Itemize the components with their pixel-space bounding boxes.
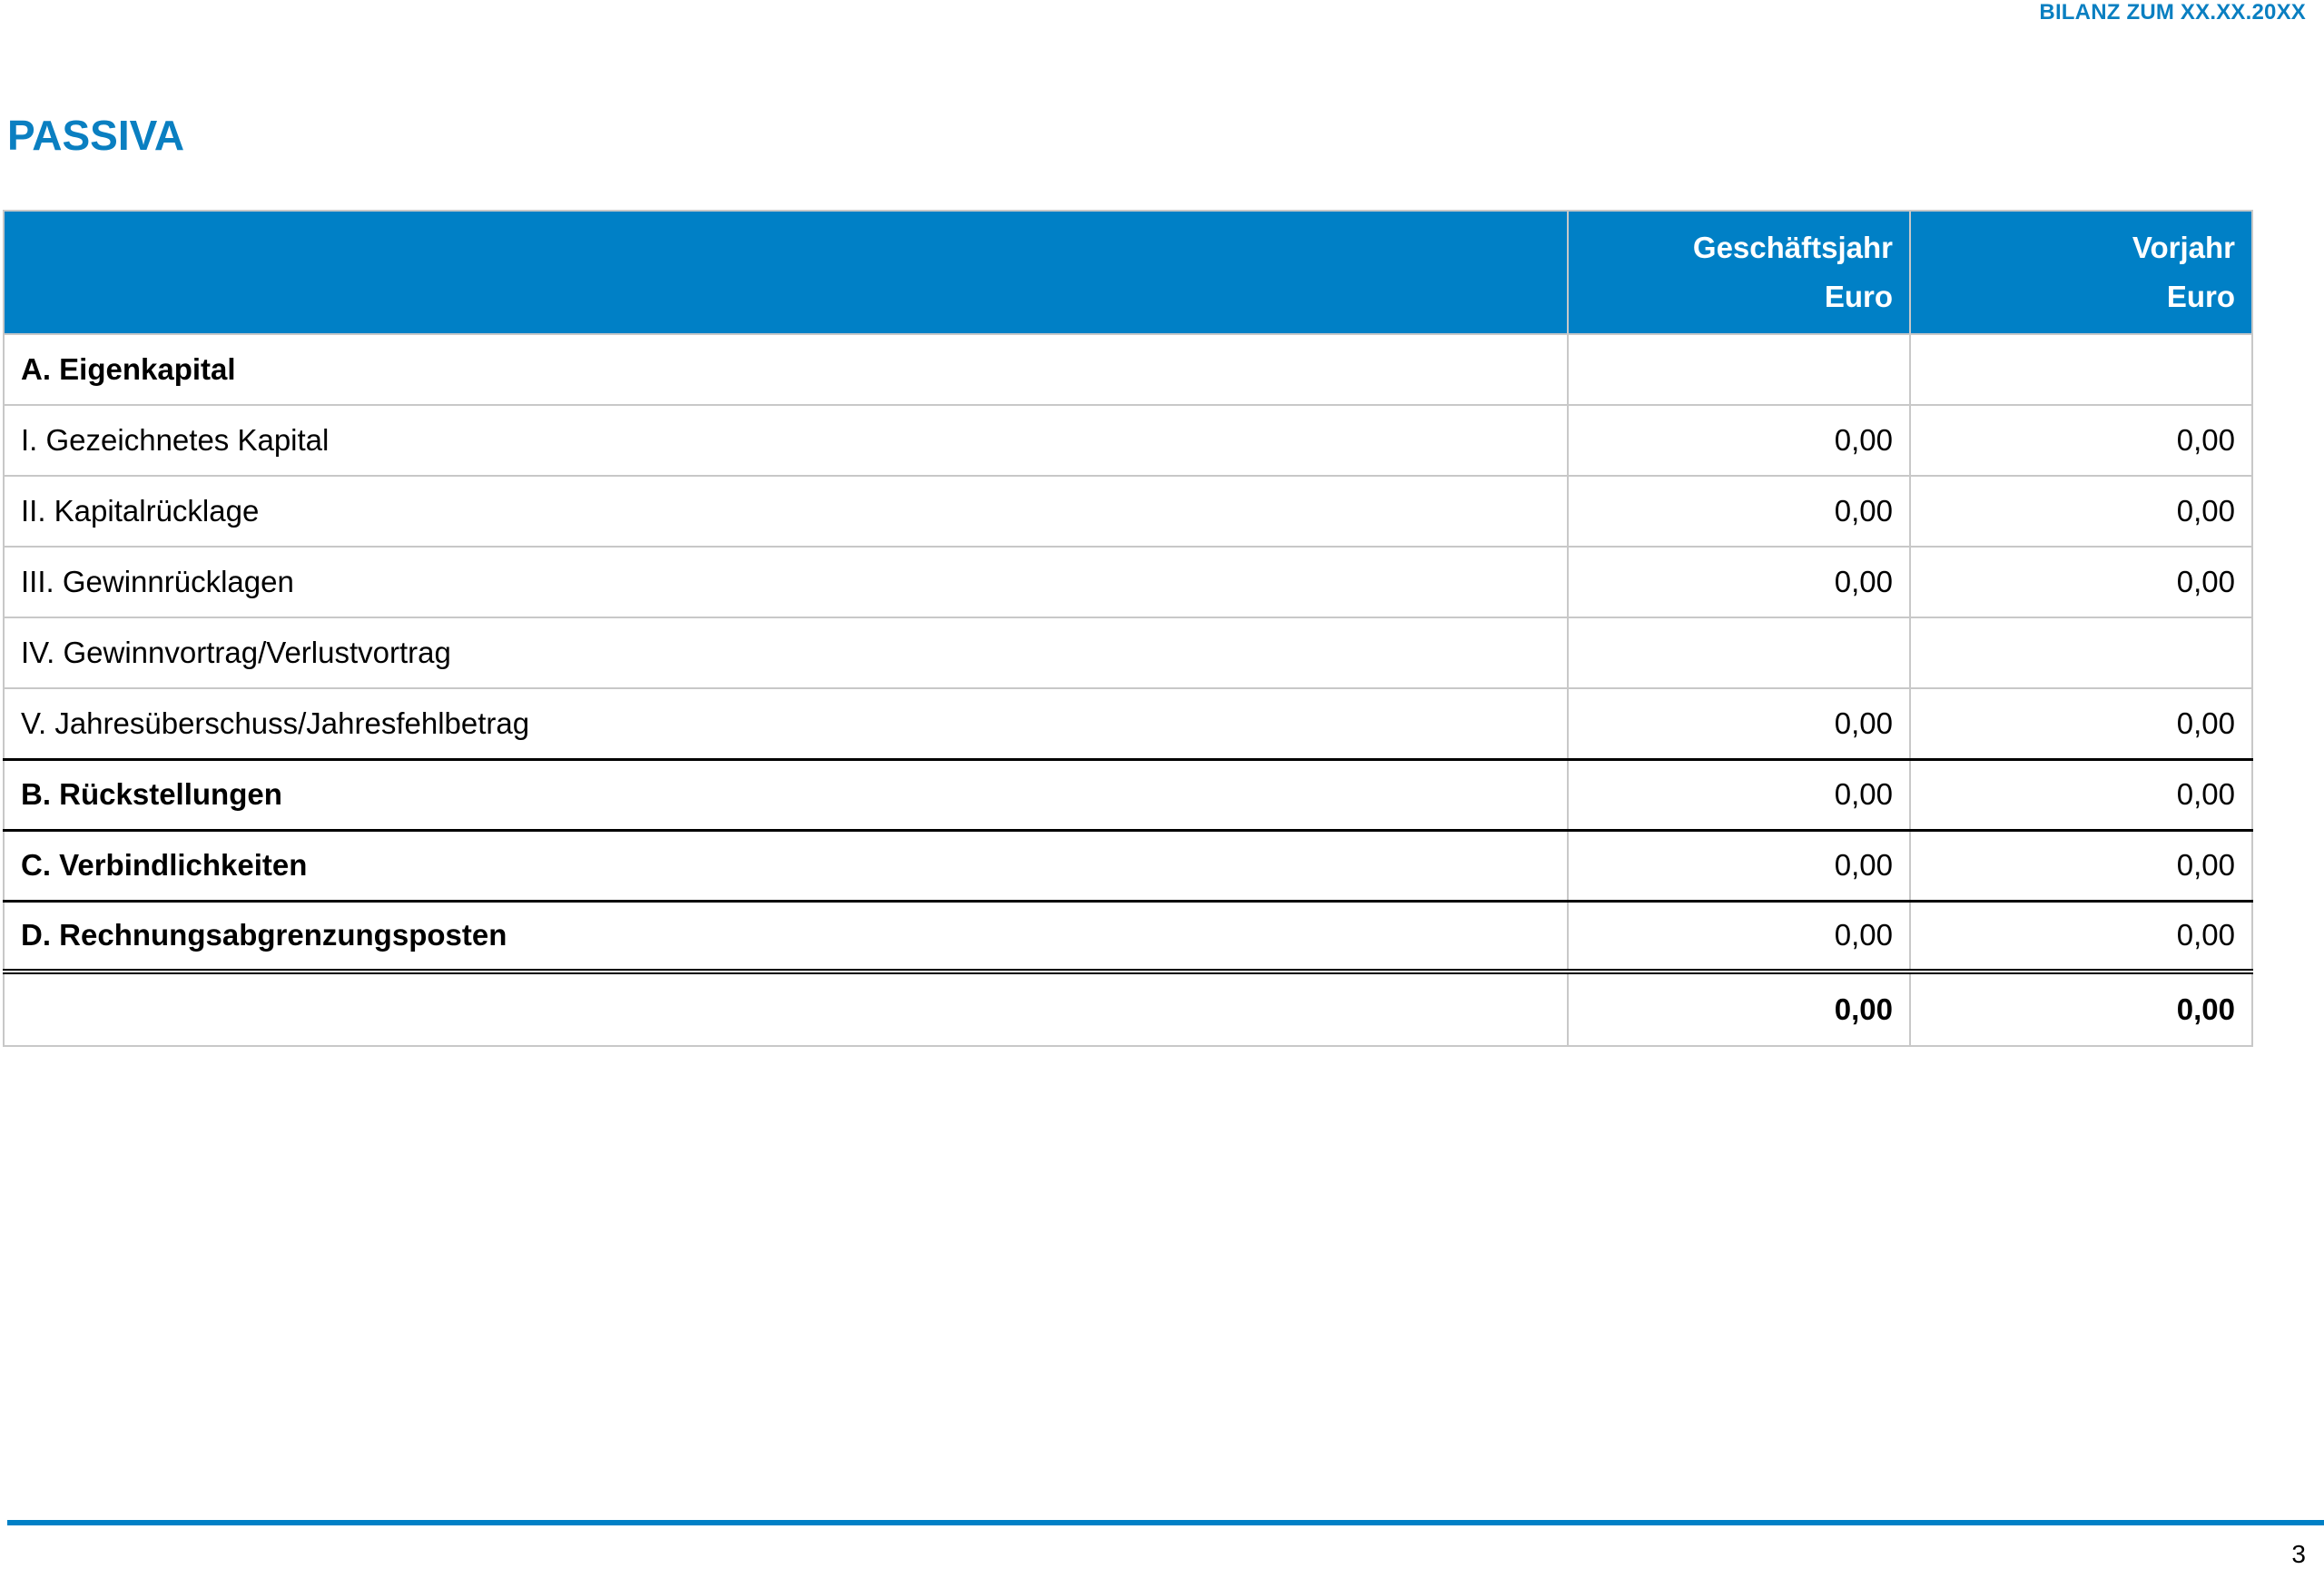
row-previous-value	[1910, 334, 2252, 405]
row-current-value: 0,00	[1568, 688, 1910, 759]
table-row-rueckstellungen	[4, 759, 2252, 830]
table-row-gewinnruecklagen	[4, 547, 2252, 617]
row-label: II. Kapitalrücklage	[4, 476, 1568, 547]
row-label: III. Gewinnrücklagen	[4, 547, 1568, 617]
table-header-row	[4, 211, 2252, 334]
table-row-verbindlichkeiten	[4, 830, 2252, 901]
header-current-year-label: Geschäftsjahr	[1692, 231, 1893, 264]
total-label	[4, 972, 1568, 1046]
row-current-value: 0,00	[1568, 547, 1910, 617]
row-current-value: 0,00	[1568, 476, 1910, 547]
total-current-value: 0,00	[1568, 972, 1910, 1046]
header-current-year	[1568, 211, 1910, 334]
row-previous-value	[1910, 617, 2252, 688]
row-label: D. Rechnungsabgrenzungsposten	[4, 901, 1568, 972]
row-current-value: 0,00	[1568, 405, 1910, 476]
row-previous-value: 0,00	[1910, 476, 2252, 547]
row-previous-value: 0,00	[1910, 688, 2252, 759]
header-current-year-unit: Euro	[1824, 280, 1893, 313]
row-current-value	[1568, 334, 1910, 405]
row-current-value: 0,00	[1568, 830, 1910, 901]
table-row-eigenkapital	[4, 334, 2252, 405]
header-previous-year-unit: Euro	[2166, 280, 2235, 313]
table-row-kapitalruecklage	[4, 476, 2252, 547]
section-title: PASSIVA	[7, 112, 185, 159]
header-label-cell	[4, 211, 1568, 334]
balance-table	[3, 210, 2253, 1047]
header-previous-year	[1910, 211, 2252, 334]
table-row-rechnungsabgrenzungsposten	[4, 901, 2252, 972]
row-previous-value: 0,00	[1910, 547, 2252, 617]
page-number: 3	[2291, 1540, 2306, 1568]
table-row-total	[4, 972, 2252, 1046]
row-label: V. Jahresüberschuss/Jahresfehlbetrag	[4, 688, 1568, 759]
row-previous-value: 0,00	[1910, 830, 2252, 901]
table-row-jahresueberschuss	[4, 688, 2252, 759]
table-row-gewinnvortrag	[4, 617, 2252, 688]
document-title: BILANZ ZUM XX.XX.20XX	[2039, 0, 2306, 25]
total-previous-value: 0,00	[1910, 972, 2252, 1046]
row-current-value: 0,00	[1568, 901, 1910, 972]
table-row-gezeichnetes-kapital	[4, 405, 2252, 476]
footer-divider	[7, 1520, 2324, 1525]
row-previous-value: 0,00	[1910, 901, 2252, 972]
row-previous-value: 0,00	[1910, 759, 2252, 830]
row-label: I. Gezeichnetes Kapital	[4, 405, 1568, 476]
row-current-value: 0,00	[1568, 759, 1910, 830]
row-current-value	[1568, 617, 1910, 688]
row-label: IV. Gewinnvortrag/Verlustvortrag	[4, 617, 1568, 688]
header-previous-year-label: Vorjahr	[2132, 231, 2235, 264]
row-label: C. Verbindlichkeiten	[4, 830, 1568, 901]
row-previous-value: 0,00	[1910, 405, 2252, 476]
row-label: A. Eigenkapital	[4, 334, 1568, 405]
row-label: B. Rückstellungen	[4, 759, 1568, 830]
